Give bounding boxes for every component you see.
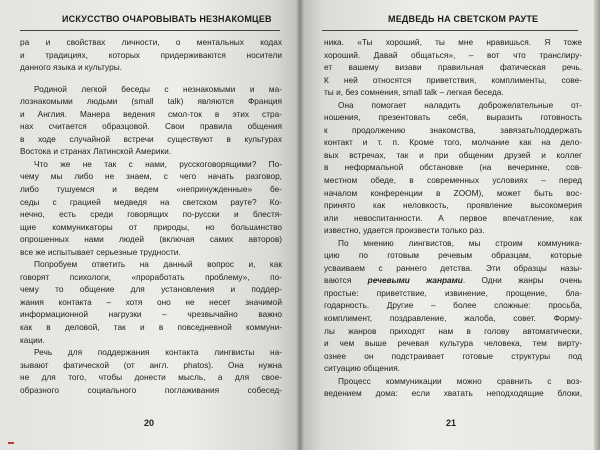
text-line: началом конференции в ZOOM), может быть вос- — [324, 187, 582, 198]
text-line: Родиной легкой беседы с незнакомыми и ма- — [34, 83, 282, 94]
text-line: годарность. Другие – более сложные: просьба, — [324, 300, 582, 311]
text-line: К ней относятся приветствия, комплименты, сове- — [324, 74, 582, 85]
text-line: в ходе случайной встречи существуют в культурах — [20, 133, 282, 144]
text-line: местном обеде, в современных условиях – перед — [324, 175, 582, 186]
text-line-with-term — [324, 274, 582, 287]
text-line: образного социального поглаживания собесед- — [20, 384, 282, 395]
left-page-text — [20, 36, 282, 396]
text-line: усваиваем с раннего детства. Эти образцы назы- — [324, 262, 582, 273]
right-running-head: МЕДВЕДЬ НА СВЕТСКОМ РАУТЕ — [388, 14, 539, 24]
text-line: и чем выше речевая культура человека, тем вирту- — [324, 338, 582, 349]
text-line: Что же не так с нами, русскоговорящими? По- — [34, 158, 282, 169]
text-line: лознакомыми людьми (small talk) являются Франция — [20, 96, 282, 107]
text-line: ет вашему визави правильная фатическая речь. — [324, 62, 582, 73]
text-line: либо тушуемся и ведем «непринужденные» бе- — [20, 184, 282, 195]
bold-term: речевыми жанрами — [367, 275, 463, 286]
text-line: кации. — [20, 334, 45, 345]
text-line: не для того, чтобы донести мысль, а для свое- — [20, 372, 282, 383]
text-line: По мнению лингвистов, мы строим коммуника- — [338, 237, 582, 248]
text-line: лы жанров приходят нам в голову автоматически, — [324, 325, 582, 336]
text-fragment: . Одни жанры очень — [462, 275, 582, 286]
text-line: ты и, без сомнения, small talk – легкая беседа. — [324, 87, 504, 98]
text-line: Попробуем ответить на данный вопрос и, как — [34, 259, 282, 270]
text-line: в неформальной обстановке (на вечеринке, сов- — [324, 162, 582, 173]
text-line: седы с грацией медведя на светском рауте? Ко- — [20, 196, 282, 207]
left-page-number: 20 — [144, 418, 155, 428]
text-line: простые: приветствие, извинение, прощение, бла- — [324, 287, 582, 298]
text-line: ношения, презентовать себя, выразить готовность — [324, 112, 582, 123]
text-line: контакт и т. п. Кроме того, молчание как на дело- — [324, 137, 582, 148]
text-line: ника. «Ты хороший, ты мне нравишься. Я тоже — [324, 37, 582, 47]
text-line: чему мы либо не знаем, с чего начать разговор, — [20, 171, 282, 182]
text-line: и традициях, которых придерживаются носители — [20, 49, 282, 60]
left-header-rule — [20, 30, 280, 31]
text-line: опрошенных нами людей (включая самих авторов) — [20, 234, 282, 245]
text-line: известно, удается произвести только раз. — [324, 225, 485, 236]
text-line: жания контакта – хотя оно не несет значимой — [20, 296, 282, 307]
right-page — [300, 0, 600, 450]
text-line: как в деловой, так и в повседневной коммуни- — [20, 322, 282, 333]
text-line: чему то общение для установления и поддер- — [20, 284, 282, 295]
text-line: ознее он подстраивает готовые структуры под — [324, 350, 582, 361]
paragraph-gap — [20, 74, 282, 83]
text-line: Она помогает наладить доброжелательные от- — [338, 99, 582, 110]
text-fragment: ваются — [324, 275, 368, 286]
text-line: к продолжению знакомства, завязать/поддержать — [324, 124, 582, 135]
text-line: информационной нагрузки – чрезвычайно важно — [20, 309, 282, 320]
text-line: принято как неловкость, проявление высокомерия — [324, 200, 582, 211]
text-line: комплимент, поздравление, жалоба, совет. Форму- — [324, 313, 582, 324]
text-line: нечно, есть среди говорящих по-русски и блестя- — [20, 209, 282, 220]
book-gutter — [296, 0, 304, 450]
text-line: данного языка и культуры. — [20, 62, 122, 73]
text-line: зывают фатической (от англ. phatos). Она нужна — [20, 359, 282, 370]
red-ink-mark — [8, 442, 14, 444]
text-line: цию по готовым речевым образцам, которые — [324, 250, 582, 261]
text-line: или невоспитанности. А первое впечатление, как — [324, 212, 582, 223]
page-edge-shadow — [594, 0, 600, 450]
text-line: Востока и странах Латинской Америки. — [20, 146, 172, 157]
text-line: Процесс коммуникации можно сравнить с воз- — [338, 375, 582, 386]
right-page-number: 21 — [446, 418, 457, 428]
text-line: ситуацию общения. — [324, 363, 400, 374]
text-line: ра и свойствах личности, о ментальных кодах — [20, 37, 282, 47]
right-header-rule — [322, 30, 578, 31]
text-line: щие коммуникаторы от природы, но большинство — [20, 221, 282, 232]
text-line: говорят психологи, «проработать проблему», по- — [20, 271, 282, 282]
right-page-text — [324, 36, 582, 400]
text-line: Речь для поддержания контакта лингвисты на- — [34, 347, 282, 358]
text-line: хороший. Давай общаться», – вот что транслиру- — [324, 49, 582, 60]
text-line: нах считается образцовой. Свои правила общения — [20, 121, 282, 132]
text-line: вых встречах, так и при общении друзей и коллег — [324, 149, 582, 160]
left-running-head: ИСКУССТВО ОЧАРОВЫВАТЬ НЕЗНАКОМЦЕВ — [62, 14, 272, 24]
text-line: и Англия. Манера ведения смол-ток в этих стра- — [20, 108, 282, 119]
text-line: все же испытывает серьезные трудности. — [20, 246, 181, 257]
text-line: ведением дома: если хватать неподходящие блоки, — [324, 388, 582, 399]
